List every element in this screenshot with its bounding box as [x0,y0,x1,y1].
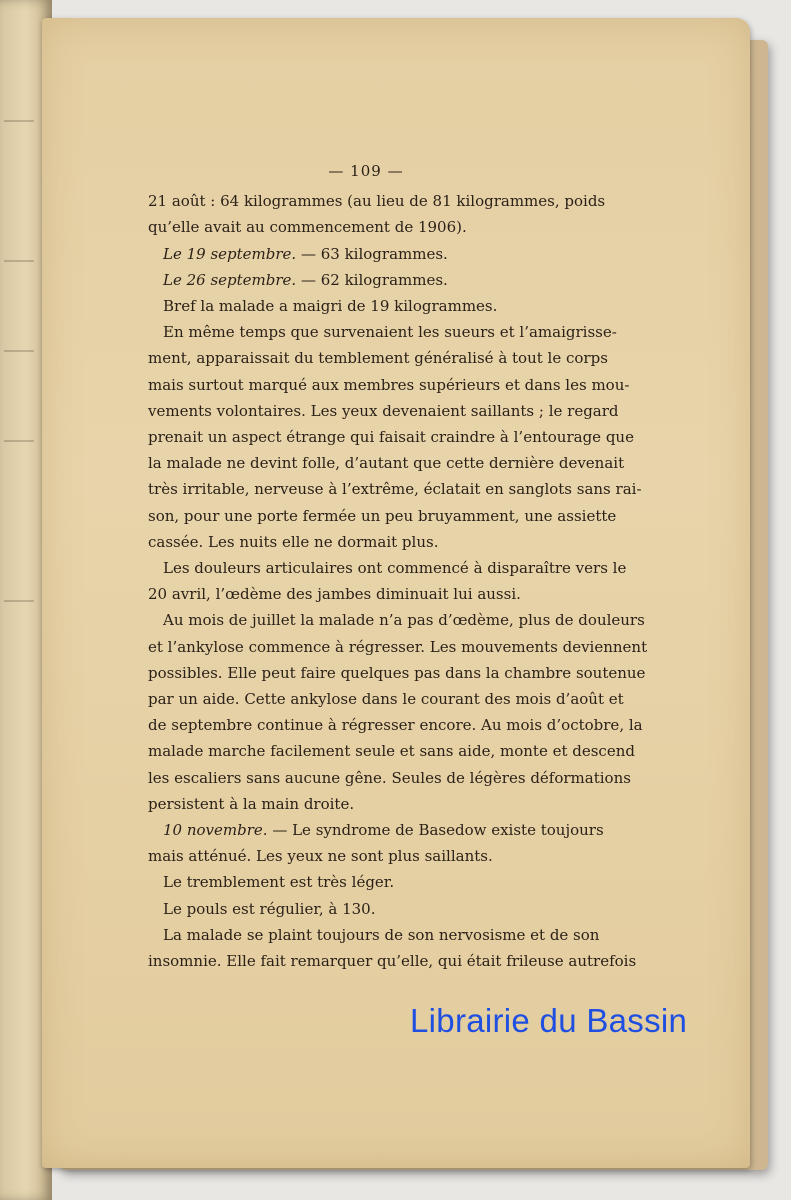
line-text: persistent à la main droite. [148,794,355,813]
line-text: — 63 kilogrammes. [296,244,448,263]
line-text: son, pour une porte fermée un peu bruyamment, une assiette [148,506,617,525]
line-text: — Le syndrome de Basedow existe toujours [267,821,604,840]
text-line [148,345,608,371]
line-text: très irritable, nerveuse à l’extrême, éclatait en sanglots sans rai- [148,480,642,499]
text-line [148,476,642,502]
text-line [148,765,631,791]
text-line [148,948,637,974]
text-line [148,817,604,843]
text-line [148,896,584,922]
line-text: Le pouls est régulier, à 130. [163,899,376,918]
line-text: Le tremblement est très léger. [163,873,395,892]
line-text: et l’ankylose commence à régresser. Les mouvements deviennent [148,637,648,656]
line-text: — 62 kilogrammes. [296,270,448,289]
text-line [148,293,584,319]
line-text: de septembre continue à régresser encore. Au mois d’octobre, la [148,716,643,735]
line-text: mais atténué. Les yeux ne sont plus saillants. [148,847,493,866]
text-line [148,738,635,764]
text-line [148,450,625,476]
italic-date: 10 novembre. [163,821,268,840]
text-lines [148,188,648,974]
watermark: Librairie du Bassin [410,1002,688,1039]
line-text: 21 août : 64 kilogrammes (au lieu de 81 kilogrammes, poids [148,192,606,211]
italic-date: Le 26 septembre. [163,270,297,289]
line-text: Les douleurs articulaires ont commencé à disparaître vers le [163,559,627,578]
page-text [148,158,648,974]
line-text: possibles. Elle peut faire quelques pas dans la chambre soutenue [148,663,646,682]
line-text: prenait un aspect étrange qui faisait craindre à l’entourage que [148,428,634,447]
line-text: En même temps que survenaient les sueurs et l’amaigrisse- [163,323,617,342]
text-line [148,188,606,214]
text-line [148,634,648,660]
line-text: qu’elle avait au commencement de 1906). [148,218,467,237]
line-text: insomnie. Elle fait remarquer qu’elle, qui était frileuse autrefois [148,952,637,971]
text-line [148,529,584,555]
line-text: par un aide. Cette ankylose dans le courant des mois d’août et [148,690,624,709]
line-text: mais surtout marqué aux membres supérieurs et dans les mou- [148,375,630,394]
text-line [148,424,634,450]
text-line [148,843,584,869]
text-line [148,791,584,817]
line-text: Bref la malade a maigri de 19 kilogrammes. [163,297,498,316]
italic-date: Le 19 septembre. [163,244,297,263]
text-line [148,555,627,581]
line-text: ment, apparaissait du temblement généralisé à tout le corps [148,349,608,368]
text-line [148,267,584,293]
text-line [148,372,630,398]
line-text: La malade se plaint toujours de son nervosisme et de son [163,925,600,944]
text-line [148,503,617,529]
line-text: la malade ne devint folle, d’autant que cette dernière devenait [148,454,625,473]
line-text: vements volontaires. Les yeux devenaient saillants ; le regard [148,401,619,420]
line-text: cassée. Les nuits elle ne dormait plus. [148,532,439,551]
text-line [148,319,617,345]
page-number: — 109 — [328,162,404,180]
text-line [148,686,624,712]
text-line [148,581,584,607]
line-text: malade marche facilement seule et sans aide, monte et descend [148,742,635,761]
text-line [148,398,619,424]
line-text: Au mois de juillet la malade n’a pas d’œdème, plus de douleurs [163,611,645,630]
text-line [148,607,645,633]
text-line [148,214,584,240]
text-line [148,660,646,686]
text-line [148,712,643,738]
text-line [148,922,600,948]
line-text: 20 avril, l’œdème des jambes diminuait lui aussi. [148,585,521,604]
text-line [148,241,584,267]
line-text: les escaliers sans aucune gêne. Seules de légères déformations [148,768,631,787]
text-line [148,869,584,895]
